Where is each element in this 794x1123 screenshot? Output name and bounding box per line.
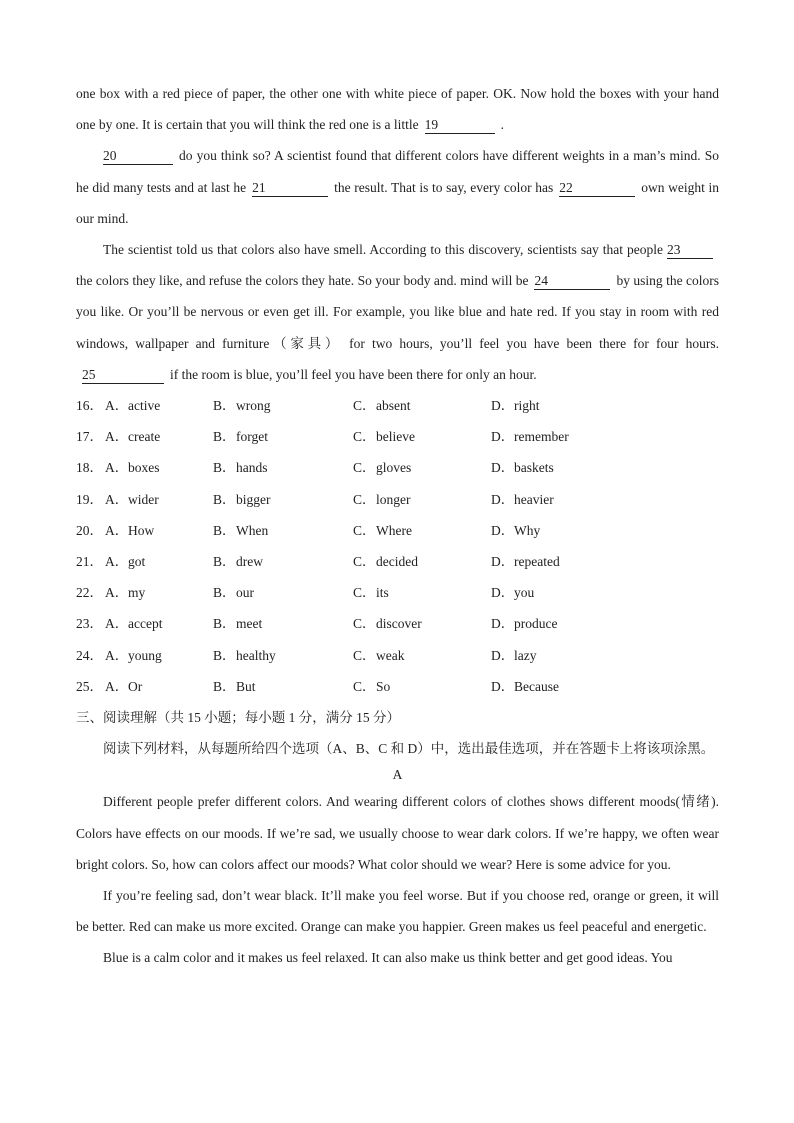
question-number: 20． <box>76 522 103 538</box>
option-c: C． gloves <box>353 460 412 476</box>
passage-text: do you think so? A scientist found that different colors have different weights in a man’s mind. So he did many tests and at last he <box>76 148 719 195</box>
option-b: B． drew <box>213 553 263 569</box>
question-row <box>76 515 719 546</box>
option-c: C． absent <box>353 398 411 414</box>
option-c: C． So <box>353 678 391 694</box>
passage-label: A <box>392 767 403 783</box>
blank-23: 23 <box>667 242 713 259</box>
option-b: B． healthy <box>213 647 276 663</box>
option-c: C． its <box>353 585 389 601</box>
option-d: D． lazy <box>491 647 537 663</box>
passage-text: the result. That is to say, every color has <box>334 179 554 195</box>
option-b: B． meet <box>213 616 263 632</box>
section-instruction: 阅读下列材料，从每题所给四个选项（A、B、C 和 D）中，选出最佳选项，并在答题卡上将该项涂黑。 <box>103 741 715 757</box>
question-number: 17． <box>76 429 103 445</box>
blank-20: 20 <box>103 148 173 165</box>
question-number: 24． <box>76 647 103 663</box>
passage-text: by using the colors you like. Or you’ll be nervous or even get ill. For example, you like blue and hate red. If you stay in room with red windows, wallpaper and furniture（家具） for two hours, you’ll feel you have been there for four hours. <box>76 273 719 351</box>
option-b: B． But <box>213 678 256 694</box>
passage-text: . <box>500 117 505 133</box>
passage-text: the colors they like, and refuse the colors they hate. So your body and. mind will be <box>76 273 529 289</box>
reading-paragraph-2: If you’re feeling sad, don’t wear black. It’ll make you feel worse. But if you choose red, orange or green, it will be better. Red can make us more excited. Orange can make you happier. Green makes us feel peaceful and energetic. <box>76 887 719 935</box>
option-d: D． right <box>491 398 540 414</box>
option-a: A． active <box>105 398 161 414</box>
question-row <box>76 671 719 702</box>
option-d: D． produce <box>491 616 558 632</box>
option-a: A． Or <box>105 678 143 694</box>
blank-25: 25 <box>82 367 164 384</box>
option-c: C． decided <box>353 553 418 569</box>
blank-19: 19 <box>425 117 495 134</box>
question-number: 22． <box>76 585 103 601</box>
option-a: A． wider <box>105 491 159 507</box>
question-number: 19． <box>76 491 103 507</box>
option-d: D． heavier <box>491 491 554 507</box>
option-c: C． believe <box>353 429 415 445</box>
question-row <box>76 546 719 577</box>
question-row <box>76 421 719 452</box>
question-row <box>76 390 719 421</box>
option-b: B． hands <box>213 460 268 476</box>
passage-text: if the room is blue, you’ll feel you have been there for only an hour. <box>170 366 537 382</box>
options-list <box>76 390 719 702</box>
document-page <box>76 78 719 974</box>
passage-paragraph-3 <box>76 234 719 390</box>
option-c: C． Where <box>353 522 412 538</box>
option-a: A． young <box>105 647 162 663</box>
option-d: D． remember <box>491 429 569 445</box>
question-row <box>76 608 719 639</box>
option-c: C． longer <box>353 491 411 507</box>
option-d: D． repeated <box>491 553 560 569</box>
option-a: A． boxes <box>105 460 160 476</box>
question-row <box>76 640 719 671</box>
question-number: 18． <box>76 460 103 476</box>
option-b: B． wrong <box>213 398 271 414</box>
blank-21: 21 <box>252 180 328 197</box>
passage-paragraph-2 <box>76 140 719 234</box>
reading-paragraph-3: Blue is a calm color and it makes us feel relaxed. It can also make us think better and get good ideas. You <box>103 950 673 966</box>
question-number: 16． <box>76 398 103 414</box>
option-b: B． forget <box>213 429 268 445</box>
question-number: 23． <box>76 616 103 632</box>
passage-text: one box with a red piece of paper, the other one with white piece of paper. OK. Now hold the boxes with your hand one by one. It is certain that you will think the red one is a little <box>76 86 719 133</box>
reading-paragraph-1: Different people prefer different colors. And wearing different colors of clothes shows different moods(情绪). Colors have effects on our moods. If we’re sad, we usually choose to wear dark colors. If we’re happy, we often wear bright colors. So, how can colors affect our moods? What color should we wear? Here is some advice for you. <box>76 794 719 872</box>
option-a: A． my <box>105 585 146 601</box>
option-d: D． baskets <box>491 460 554 476</box>
option-b: B． When <box>213 522 269 538</box>
option-c: C． discover <box>353 616 422 632</box>
blank-22: 22 <box>559 180 635 197</box>
option-a: A． How <box>105 522 155 538</box>
blank-24: 24 <box>534 273 610 290</box>
passage-text: The scientist told us that colors also have smell. According to this discovery, scientists say that people <box>103 242 664 258</box>
option-b: B． our <box>213 585 254 601</box>
option-b: B． bigger <box>213 491 271 507</box>
passage-text: own weight in our mind. <box>76 179 719 226</box>
question-row <box>76 452 719 483</box>
option-a: A． create <box>105 429 161 445</box>
option-d: D． Why <box>491 522 541 538</box>
passage-paragraph-1 <box>76 78 719 140</box>
question-row <box>76 577 719 608</box>
option-d: D． Because <box>491 678 559 694</box>
question-number: 21． <box>76 553 103 569</box>
option-a: A． got <box>105 553 146 569</box>
section-title: 三、阅读理解（共 15 小题；每小题 1 分，满分 15 分） <box>76 709 400 725</box>
option-d: D． you <box>491 585 535 601</box>
question-number: 25． <box>76 678 103 694</box>
option-c: C． weak <box>353 647 405 663</box>
question-row <box>76 484 719 515</box>
option-a: A． accept <box>105 616 163 632</box>
